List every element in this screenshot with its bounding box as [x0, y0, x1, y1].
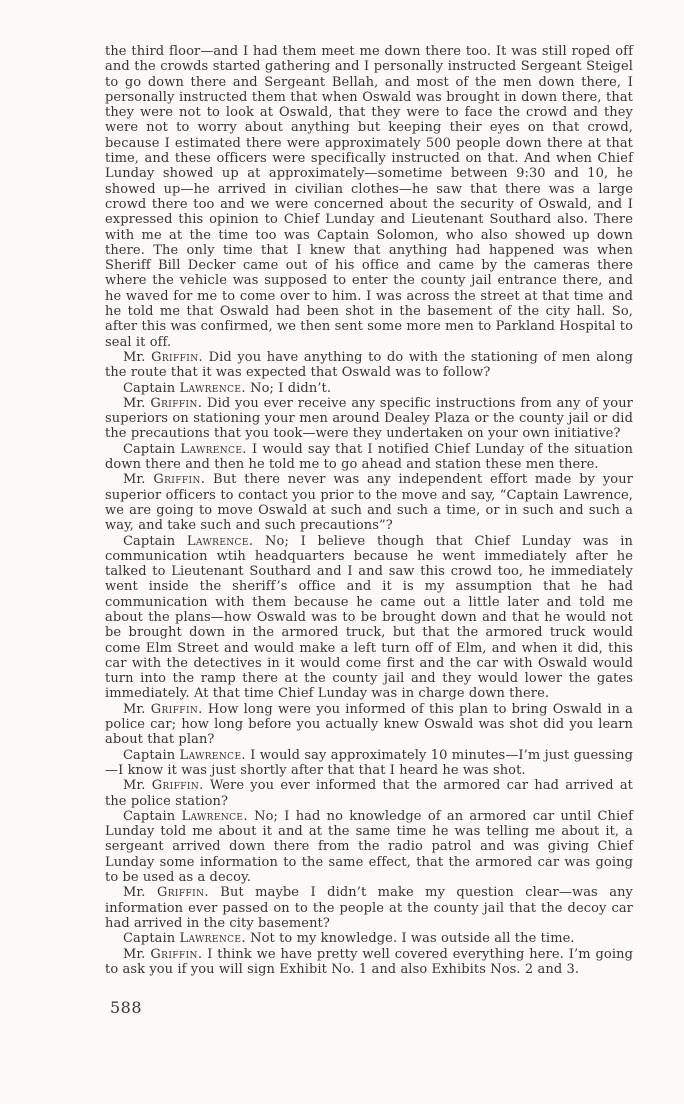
page-text [105, 44, 633, 977]
speaker-name: Lawrence. [179, 380, 246, 396]
paragraph: Mr. Griffin. I think we have pretty well covered everything here. I’m going to ask you if you will sign Exhibit No. 1 and also Exhibits Nos. 2 and 3. [105, 946, 633, 977]
paragraph: Captain Lawrence. I would say that I notified Chief Lunday of the situation down there and then he told me to go ahead and station these men there. [105, 441, 633, 473]
paragraph: Captain Lawrence. No; I had no knowledge of an armored car until Chief Lunday told me about it and at the same time he was telling me about it, a sergeant arrived down there from the radio patrol and was giving Chief Lunday some information to the same effect, that the armored car was going to be used as a decoy. [105, 808, 633, 886]
speaker-name: Griffin. [151, 349, 204, 365]
paragraph: Mr. Griffin. But maybe I didn’t make my question clear—was any information ever passed on to the people at the county jail that the decoy car had arrived in the city basement? [105, 885, 633, 931]
paragraph: Mr. Griffin. How long were you informed of this plan to bring Oswald in a police car; how long before you actually knew Oswald was shot did you learn about that plan? [105, 701, 634, 748]
paragraph: Mr. Griffin. Did you ever receive any specific instructions from any of your superiors on stationing your men around Dealey Plaza or the county jail or did the precautions that you took—were they undertaken on your own initiative? [105, 395, 633, 442]
paragraph: Mr. Griffin. Were you ever informed that the armored car had arrived at the police station? [105, 778, 633, 809]
speaker-name: Griffin. [150, 395, 203, 411]
speaker-name: Lawrence. [181, 808, 248, 824]
paragraph: the third floor—and I had them meet me down there too. It was still roped off and the crowds started gathering and I personally instructed Sergeant Steigel to go down there and Sergeant Bellah, and most of the men down there, I personally instructed them that when Oswald was brought in down there, that they were not to look at Oswald, that they were to face the crowd and they were not to worry about anything but keeping their eyes on that crowd, because I estimated there were approximately 500 people down there at that time, and these officers were specifically instructed on that. And when Chief Lunday showed up at approximately—sometime between 9:30 and 10, he showed up—he arrived in civilian clothes—he saw that there was a large crowd there too and we were concerned about the security of Oswald, and I expressed this opinion to Chief Lunday and Lieutenant Southard also. There with me at the time too was Captain Solomon, who also showed up down there. The only time that I knew that anything had happened was when Sheriff Bill Decker came out of his office and came by the cameras there where the vehicle was supposed to enter the county jail entrance there, and he waved for me to come over to him. I was across the street at that time and he told me that Oswald had been shot in the basement of the city hall. So, after this was confirmed, we then sent some more men to Parkland Hospital to seal it off. [105, 44, 633, 350]
page-number: 588 [110, 998, 143, 1017]
speaker-name: Griffin. [151, 778, 204, 794]
speaker-name: Griffin. [150, 946, 203, 962]
paragraph: Captain Lawrence. No; I believe though that Chief Lunday was in communication wtih headquarters because he went immediately after he talked to Lieutenant Southard and I and saw this crowd too, he immediately went inside the sheriff’s office and it is my assumption that he had communication with them because he came out a little later and told me about the plans—how Oswald was to be brought down and that he would not be brought down in the armored truck, but that the armored truck would come Elm Street and would make a left turn off of Elm, and when it did, this car with the detectives in it would come first and the car with Oswald would turn into the ramp there at the county jail and they would lower the gates immediately. At that time Chief Lunday was in charge down there. [105, 533, 633, 702]
speaker-name: Lawrence. [179, 931, 246, 947]
paragraph: Captain Lawrence. I would say approximately 10 minutes—I’m just guessing—I know it was just shortly after that that I heard he was shot. [105, 747, 633, 778]
paragraph: Mr. Griffin. Did you have anything to do with the stationing of men along the route that it was expected that Oswald was to follow? [105, 349, 634, 381]
paragraph: Mr. Griffin. But there never was any independent effort made by your superior officers to contact you prior to the move and say, “Captain Lawrence, we are going to move Oswald at such and such a time, or in such and such a way, and take such and such precautions”? [105, 472, 633, 534]
speaker-name: Griffin. [153, 472, 206, 488]
speaker-name: Griffin. [156, 885, 209, 901]
speaker-name: Griffin. [150, 701, 203, 717]
speaker-name: Lawrence. [180, 441, 247, 457]
speaker-name: Lawrence. [179, 747, 246, 763]
paragraph: Captain Lawrence. No; I didn’t. [123, 380, 332, 396]
speaker-name: Lawrence. [186, 533, 254, 549]
paragraph: Captain Lawrence. Not to my knowledge. I was outside all the time. [123, 931, 575, 947]
